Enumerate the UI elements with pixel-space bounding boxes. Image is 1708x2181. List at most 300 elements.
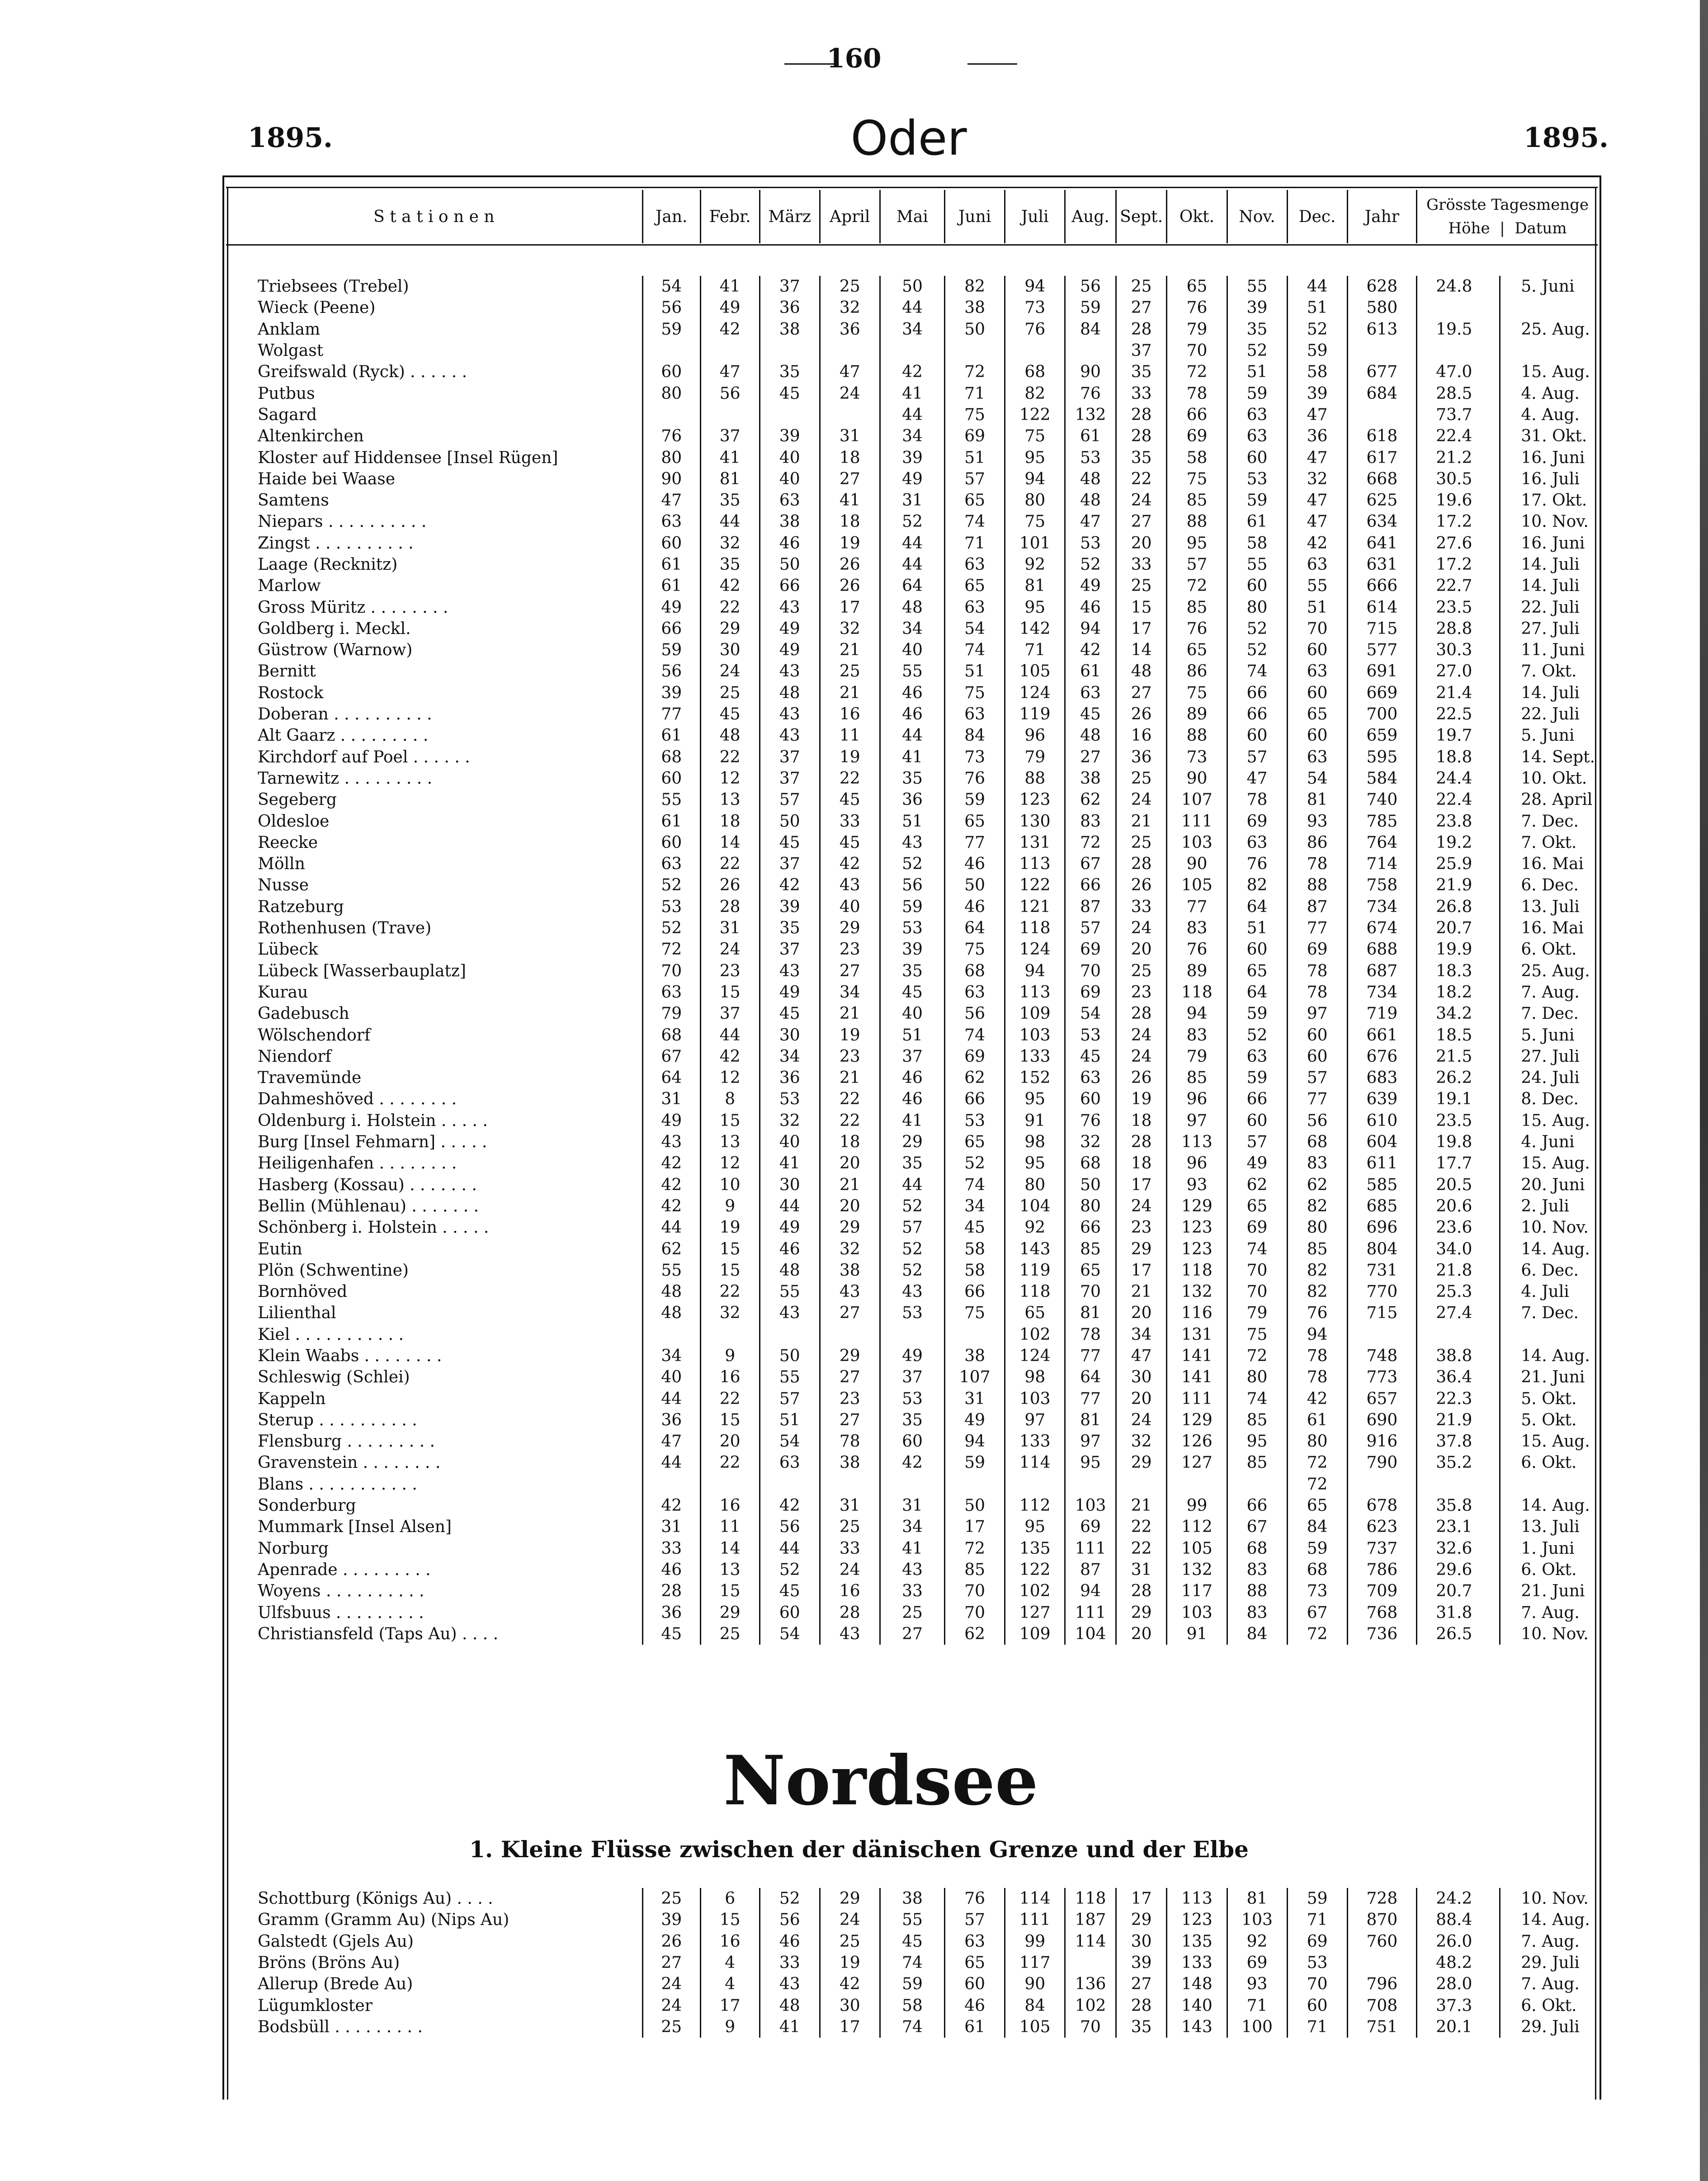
table-row [226, 490, 1598, 511]
cell-month-value: 33 [1116, 554, 1167, 575]
header-maerz: März [760, 190, 820, 243]
cell-month-value: 40 [760, 468, 820, 490]
cell-month-value: 80 [1287, 1217, 1347, 1238]
table-row [226, 361, 1598, 383]
cell-month-value: 11 [820, 725, 880, 746]
cell-month-value: 97 [1287, 1003, 1347, 1024]
cell-month-value: 59 [1227, 1003, 1287, 1024]
cell-month-value: 96 [1005, 725, 1065, 746]
station-name: Eutin [226, 1238, 642, 1259]
cell-jahr: 736 [1347, 1623, 1417, 1645]
table-row [226, 747, 1598, 768]
cell-month-value: 71 [1005, 639, 1065, 661]
cell-month-value: 53 [1065, 447, 1116, 468]
cell-month-value: 45 [700, 704, 760, 725]
cell-month-value: 18 [1116, 1153, 1167, 1174]
station-name: Altenkirchen [226, 426, 642, 447]
cell-month-value: 35 [700, 490, 760, 511]
cell-month-value: 66 [1065, 1217, 1116, 1238]
cell-month-value: 15 [1116, 596, 1167, 618]
station-name: Greifswald (Ryck) . . . . . . [226, 361, 642, 383]
table-row [226, 810, 1598, 832]
cell-month-value: 20 [820, 1153, 880, 1174]
cell-month-value [880, 340, 944, 361]
cell-month-value: 98 [1005, 1367, 1065, 1388]
cell-month-value: 58 [1227, 533, 1287, 554]
cell-month-value: 32 [820, 1238, 880, 1259]
cell-month-value [1227, 1474, 1287, 1495]
cell-month-value: 44 [880, 297, 944, 318]
cell-month-value: 55 [760, 1367, 820, 1388]
station-name: Niendorf [226, 1046, 642, 1067]
cell-month-value: 56 [642, 297, 700, 318]
cell-month-value: 43 [820, 875, 880, 896]
cell-month-value: 48 [760, 682, 820, 704]
cell-jahr: 611 [1347, 1153, 1417, 1174]
cell-month-value: 62 [1227, 1174, 1287, 1195]
cell-month-value: 47 [642, 1431, 700, 1452]
cell-month-value: 18 [820, 447, 880, 468]
cell-month-value: 88 [1005, 768, 1065, 789]
cell-month-value: 53 [642, 896, 700, 918]
cell-datum: 24. Juli [1521, 1069, 1580, 1088]
cell-month-value: 76 [1167, 939, 1227, 960]
cell-month-value: 31 [945, 1388, 1005, 1409]
cell-jahr: 657 [1347, 1388, 1417, 1409]
cell-hoehe: 20.5 [1417, 1174, 1500, 1195]
cell-month-value: 70 [1065, 1281, 1116, 1302]
cell-month-value: 37 [760, 939, 820, 960]
scan-edge [1700, 0, 1708, 2181]
cell-month-value: 20 [1116, 1623, 1167, 1645]
cell-month-value: 42 [642, 1153, 700, 1174]
cell-month-value: 46 [880, 682, 944, 704]
cell-month-value: 26 [1116, 875, 1167, 896]
cell-hoehe: 21.2 [1417, 447, 1500, 468]
cell-month-value: 70 [1287, 618, 1347, 639]
cell-month-value: 66 [945, 1281, 1005, 1302]
cell-datum: 10. Okt. [1521, 769, 1587, 788]
cell-month-value: 35 [1227, 319, 1287, 340]
cell-month-value: 75 [1005, 426, 1065, 447]
cell-month-value: 60 [945, 1973, 1005, 1995]
cell-month-value: 56 [880, 875, 944, 896]
cell-month-value: 50 [945, 319, 1005, 340]
table-row [226, 1238, 1598, 1259]
table-row [226, 939, 1598, 960]
cell-month-value: 60 [1287, 1995, 1347, 2016]
cell-month-value [945, 1474, 1005, 1495]
cell-month-value: 75 [945, 1302, 1005, 1324]
cell-hoehe: 22.3 [1417, 1388, 1500, 1409]
cell-month-value: 122 [1005, 404, 1065, 426]
cell-jahr: 796 [1347, 1973, 1417, 1995]
cell-month-value: 35 [1116, 361, 1167, 383]
cell-month-value: 60 [1227, 725, 1287, 746]
table-row [226, 276, 1598, 297]
cell-month-value: 31 [642, 1088, 700, 1110]
cell-month-value: 34 [880, 319, 944, 340]
cell-datum: 27. Juli [1521, 1047, 1580, 1066]
cell-datum: 5. Juni [1521, 277, 1575, 296]
cell-month-value: 72 [1065, 832, 1116, 853]
cell-month-value: 55 [760, 1281, 820, 1302]
cell-month-value: 9 [700, 1345, 760, 1367]
cell-datum: 14. Aug. [1521, 1346, 1590, 1365]
cell-datum: 13. Juli [1521, 1518, 1580, 1537]
cell-month-value: 39 [880, 939, 944, 960]
station-name: Bröns (Bröns Au) [226, 1952, 642, 1973]
table-row [226, 1153, 1598, 1174]
cell-month-value: 101 [1005, 533, 1065, 554]
cell-month-value: 10 [700, 1174, 760, 1195]
cell-jahr: 715 [1347, 618, 1417, 639]
cell-month-value: 29 [1116, 1602, 1167, 1623]
cell-month-value: 114 [1005, 1452, 1065, 1473]
cell-month-value: 76 [1065, 383, 1116, 404]
cell-month-value: 61 [642, 554, 700, 575]
cell-month-value: 123 [1167, 1238, 1227, 1259]
cell-month-value: 30 [700, 639, 760, 661]
cell-datum: 1. Juni [1521, 1539, 1575, 1558]
cell-month-value: 72 [945, 1538, 1005, 1559]
cell-month-value: 94 [1005, 468, 1065, 490]
cell-month-value: 90 [1167, 768, 1227, 789]
cell-datum: 4. Juni [1521, 1133, 1575, 1152]
cell-month-value: 48 [760, 1260, 820, 1281]
cell-month-value: 33 [642, 1538, 700, 1559]
cell-month-value: 55 [1287, 575, 1347, 596]
cell-jahr [1347, 340, 1417, 361]
cell-month-value: 59 [1065, 297, 1116, 318]
cell-month-value: 25 [820, 1516, 880, 1538]
cell-month-value: 57 [760, 789, 820, 810]
cell-hoehe: 22.4 [1417, 789, 1500, 810]
cell-month-value [642, 340, 700, 361]
cell-jahr: 687 [1347, 960, 1417, 982]
cell-month-value: 78 [1287, 1367, 1347, 1388]
cell-month-value: 65 [1167, 276, 1227, 297]
cell-datum: 17. Okt. [1521, 491, 1587, 510]
cell-month-value: 24 [642, 1995, 700, 2016]
cell-datum: 14. Juli [1521, 555, 1580, 574]
station-name: Oldenburg i. Holstein . . . . . [226, 1110, 642, 1131]
table-row [226, 618, 1598, 639]
header-okt: Okt. [1167, 190, 1227, 243]
cell-month-value: 52 [880, 1260, 944, 1281]
cell-month-value: 45 [760, 383, 820, 404]
table-row [226, 383, 1598, 404]
cell-month-value: 81 [1005, 575, 1065, 596]
station-name: Gramm (Gramm Au) (Nips Au) [226, 1909, 642, 1930]
cell-month-value: 76 [1227, 853, 1287, 875]
cell-month-value: 37 [700, 426, 760, 447]
cell-month-value: 62 [945, 1623, 1005, 1645]
cell-month-value: 35 [700, 554, 760, 575]
cell-month-value: 105 [1167, 1538, 1227, 1559]
station-name: Rostock [226, 682, 642, 704]
cell-month-value: 81 [1227, 1888, 1287, 1909]
table-row [226, 1024, 1598, 1046]
cell-month-value: 70 [945, 1580, 1005, 1602]
cell-month-value: 37 [760, 276, 820, 297]
cell-month-value: 38 [820, 1452, 880, 1473]
cell-month-value: 35 [760, 918, 820, 939]
cell-month-value: 42 [820, 853, 880, 875]
cell-hoehe: 22.4 [1417, 426, 1500, 447]
cell-month-value: 44 [1287, 276, 1347, 297]
cell-hoehe: 28.8 [1417, 618, 1500, 639]
cell-month-value: 41 [700, 276, 760, 297]
station-name: Dahmeshöved . . . . . . . . [226, 1088, 642, 1110]
cell-month-value: 67 [642, 1046, 700, 1067]
cell-month-value: 44 [642, 1217, 700, 1238]
cell-month-value: 15 [700, 1909, 760, 1930]
cell-jahr: 623 [1347, 1516, 1417, 1538]
cell-month-value: 95 [1005, 596, 1065, 618]
cell-month-value: 28 [1116, 1995, 1167, 2016]
cell-month-value: 39 [1116, 1952, 1167, 1973]
cell-month-value: 58 [880, 1995, 944, 2016]
table-row [226, 426, 1598, 447]
cell-month-value: 44 [700, 511, 760, 532]
header-groesste: Grösste Tagesmenge [1426, 196, 1589, 214]
station-name: Haide bei Waase [226, 468, 642, 490]
cell-month-value: 21 [1116, 1495, 1167, 1516]
cell-month-value: 103 [1005, 1388, 1065, 1409]
cell-month-value: 59 [642, 639, 700, 661]
cell-month-value: 20 [700, 1431, 760, 1452]
cell-month-value: 25 [1116, 960, 1167, 982]
cell-month-value: 43 [880, 1559, 944, 1580]
cell-month-value: 143 [1005, 1238, 1065, 1259]
cell-month-value: 54 [760, 1623, 820, 1645]
cell-month-value: 20 [1116, 1302, 1167, 1324]
cell-datum: 14. Juli [1521, 683, 1580, 702]
cell-month-value: 49 [1227, 1153, 1287, 1174]
cell-month-value: 39 [642, 1909, 700, 1930]
cell-month-value: 62 [1287, 1174, 1347, 1195]
cell-month-value: 38 [945, 1345, 1005, 1367]
cell-jahr: 634 [1347, 511, 1417, 532]
cell-month-value: 56 [945, 1003, 1005, 1024]
cell-month-value [1167, 1474, 1227, 1495]
cell-month-value: 60 [1287, 725, 1347, 746]
cell-jahr: 577 [1347, 639, 1417, 661]
cell-month-value: 81 [1065, 1410, 1116, 1431]
cell-month-value: 103 [1227, 1909, 1287, 1930]
header-jahr: Jahr [1347, 190, 1417, 243]
station-name: Gadebusch [226, 1003, 642, 1024]
cell-month-value: 33 [1116, 383, 1167, 404]
cell-month-value: 78 [1287, 1345, 1347, 1367]
cell-month-value: 97 [1167, 1110, 1227, 1131]
cell-month-value: 76 [1065, 1110, 1116, 1131]
cell-month-value: 74 [945, 639, 1005, 661]
table-row [226, 918, 1598, 939]
cell-month-value: 71 [1287, 1909, 1347, 1930]
cell-month-value: 61 [642, 575, 700, 596]
cell-hoehe: 26.2 [1417, 1067, 1500, 1088]
cell-month-value: 42 [760, 1495, 820, 1516]
cell-hoehe: 26.5 [1417, 1623, 1500, 1645]
cell-month-value: 76 [1167, 618, 1227, 639]
cell-month-value: 64 [880, 575, 944, 596]
cell-hoehe: 47.0 [1417, 361, 1500, 383]
cell-month-value: 44 [880, 725, 944, 746]
cell-datum: 21. Juni [1521, 1368, 1585, 1387]
cell-month-value: 40 [760, 1131, 820, 1153]
cell-month-value: 22 [700, 747, 760, 768]
cell-month-value: 25 [880, 1602, 944, 1623]
header-sept: Sept. [1116, 190, 1167, 243]
station-name: Alt Gaarz . . . . . . . . . [226, 725, 642, 746]
cell-month-value: 71 [1227, 1995, 1287, 2016]
cell-month-value: 82 [1005, 383, 1065, 404]
cell-month-value: 48 [760, 1995, 820, 2016]
cell-month-value: 25 [1116, 276, 1167, 297]
cell-month-value: 82 [1227, 875, 1287, 896]
cell-month-value: 141 [1167, 1367, 1227, 1388]
cell-datum: 25. Aug. [1521, 961, 1590, 980]
cell-month-value: 46 [642, 1559, 700, 1580]
cell-month-value: 42 [1287, 533, 1347, 554]
cell-month-value: 83 [1167, 1024, 1227, 1046]
cell-hoehe: 18.3 [1417, 960, 1500, 982]
cell-month-value: 28 [1116, 853, 1167, 875]
cell-month-value: 40 [880, 1003, 944, 1024]
station-name: Ulfsbuus . . . . . . . . . [226, 1602, 642, 1623]
cell-month-value: 65 [1227, 1196, 1287, 1217]
cell-month-value: 70 [945, 1602, 1005, 1623]
cell-month-value: 22 [820, 1110, 880, 1131]
cell-hoehe: 17.2 [1417, 511, 1500, 532]
cell-month-value: 78 [1287, 853, 1347, 875]
cell-month-value: 34 [945, 1196, 1005, 1217]
cell-month-value: 37 [700, 1003, 760, 1024]
cell-month-value: 82 [945, 276, 1005, 297]
cell-month-value: 19 [700, 1217, 760, 1238]
cell-month-value: 72 [1287, 1623, 1347, 1645]
header-jan: Jan. [642, 190, 700, 243]
cell-month-value: 66 [760, 575, 820, 596]
cell-month-value: 51 [945, 447, 1005, 468]
cell-month-value: 111 [1167, 810, 1227, 832]
cell-month-value: 6 [700, 1888, 760, 1909]
cell-month-value: 68 [945, 960, 1005, 982]
cell-month-value: 118 [1005, 1281, 1065, 1302]
cell-month-value: 53 [1065, 533, 1116, 554]
cell-month-value: 111 [1167, 1388, 1227, 1409]
cell-datum: 7. Okt. [1521, 662, 1577, 681]
cell-datum: 5. Okt. [1521, 1410, 1577, 1429]
cell-month-value: 26 [700, 875, 760, 896]
cell-month-value: 24 [1116, 1410, 1167, 1431]
cell-datum: 7. Aug. [1521, 1975, 1580, 1994]
cell-month-value: 82 [1287, 1281, 1347, 1302]
table-row [226, 1888, 1598, 1909]
station-name: Bernitt [226, 661, 642, 682]
cell-month-value: 65 [945, 490, 1005, 511]
cell-month-value: 111 [1005, 1909, 1065, 1930]
cell-jahr: 659 [1347, 725, 1417, 746]
cell-datum: 5. Juni [1521, 726, 1575, 745]
cell-month-value: 90 [1005, 1973, 1065, 1995]
cell-month-value: 100 [1227, 2016, 1287, 2038]
cell-hoehe: 25.9 [1417, 853, 1500, 875]
station-name: Reecke [226, 832, 642, 853]
cell-month-value: 26 [1116, 704, 1167, 725]
cell-hoehe: 23.8 [1417, 810, 1500, 832]
cell-datum: 15. Aug. [1521, 363, 1590, 382]
cell-month-value: 50 [945, 1495, 1005, 1516]
cell-month-value: 49 [760, 982, 820, 1003]
cell-month-value: 20 [1116, 1388, 1167, 1409]
cell-month-value: 53 [1227, 468, 1287, 490]
cell-month-value: 43 [820, 1623, 880, 1645]
table-row [226, 511, 1598, 532]
cell-jahr: 786 [1347, 1559, 1417, 1580]
cell-month-value: 55 [642, 789, 700, 810]
cell-month-value: 68 [642, 747, 700, 768]
cell-jahr: 719 [1347, 1003, 1417, 1024]
cell-jahr: 676 [1347, 1046, 1417, 1067]
cell-jahr: 584 [1347, 768, 1417, 789]
cell-month-value: 85 [1287, 1238, 1347, 1259]
cell-month-value: 47 [1116, 1345, 1167, 1367]
cell-datum: 10. Nov. [1521, 1624, 1589, 1643]
cell-month-value: 113 [1167, 1131, 1227, 1153]
cell-month-value: 41 [880, 1538, 944, 1559]
cell-jahr: 617 [1347, 447, 1417, 468]
cell-jahr: 688 [1347, 939, 1417, 960]
cell-month-value: 45 [760, 1580, 820, 1602]
cell-month-value [1065, 340, 1116, 361]
cell-month-value: 63 [945, 704, 1005, 725]
cell-month-value: 73 [1287, 1580, 1347, 1602]
cell-month-value: 49 [700, 297, 760, 318]
table-row [226, 875, 1598, 896]
cell-month-value: 80 [1227, 1367, 1287, 1388]
cell-hoehe: 37.8 [1417, 1431, 1500, 1452]
table-row [226, 725, 1598, 746]
cell-hoehe: 27.4 [1417, 1302, 1500, 1324]
cell-month-value: 56 [700, 383, 760, 404]
cell-month-value: 55 [880, 661, 944, 682]
cell-month-value: 19 [1116, 1088, 1167, 1110]
cell-month-value: 60 [1287, 1046, 1347, 1067]
cell-month-value: 65 [1227, 960, 1287, 982]
cell-month-value: 80 [1227, 596, 1287, 618]
cell-month-value: 102 [1005, 1580, 1065, 1602]
cell-hoehe: 19.6 [1417, 490, 1500, 511]
cell-month-value: 45 [760, 1003, 820, 1024]
cell-month-value: 65 [945, 575, 1005, 596]
cell-month-value: 75 [1227, 1324, 1287, 1345]
cell-month-value: 76 [1167, 297, 1227, 318]
cell-month-value: 51 [945, 661, 1005, 682]
cell-jahr [1347, 1324, 1417, 1345]
cell-month-value: 38 [880, 1888, 944, 1909]
table-row [226, 1495, 1598, 1516]
cell-month-value: 59 [880, 896, 944, 918]
cell-hoehe: 17.7 [1417, 1153, 1500, 1174]
cell-month-value: 76 [945, 768, 1005, 789]
cell-month-value: 27 [1116, 1973, 1167, 1995]
cell-month-value: 35 [1116, 447, 1167, 468]
cell-month-value: 53 [880, 1302, 944, 1324]
cell-hoehe: 27.0 [1417, 661, 1500, 682]
